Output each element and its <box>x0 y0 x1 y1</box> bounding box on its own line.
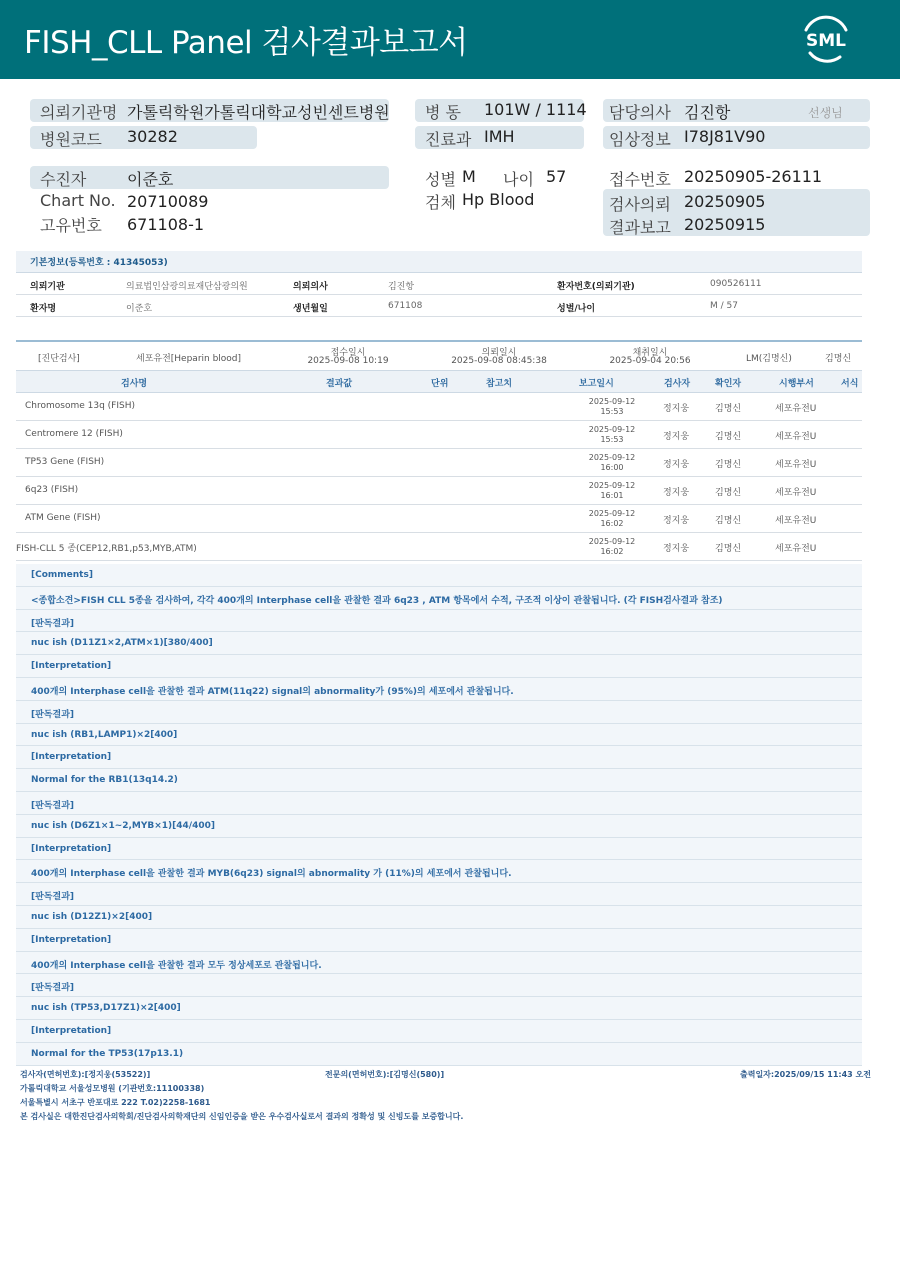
report-date: 2025-09-12 <box>588 425 636 434</box>
clinical-value: I78J81V90 <box>684 127 766 146</box>
basic-info-row <box>16 295 862 317</box>
request-value: 20250905 <box>684 192 766 211</box>
test-info-header <box>16 340 862 371</box>
comment-line: [Interpretation] <box>16 838 862 861</box>
report-time: 15:53 <box>600 407 624 416</box>
report-date: 2025-09-12 <box>588 453 636 462</box>
report-date: 2025-09-12 <box>588 397 636 406</box>
collected-label: 채취일시 <box>632 348 668 358</box>
col-reference: 참고치 <box>486 379 513 389</box>
sex-label: 성별 <box>425 170 456 189</box>
comment-line: nuc ish (D12Z1)×2[400] <box>16 906 862 929</box>
test-name: TP53 Gene (FISH) <box>25 457 105 467</box>
report-time: 16:00 <box>600 463 624 472</box>
collected-value: 2025-09-04 20:56 <box>609 356 691 366</box>
comment-line: [판독결과] <box>16 701 862 724</box>
comment-line: nuc ish (RB1,LAMP1)×2[400] <box>16 724 862 747</box>
sex-value: M <box>462 167 476 186</box>
unique-label: 고유번호 <box>40 216 102 235</box>
table-row <box>16 449 862 477</box>
comments-section <box>16 564 862 1066</box>
ward-label: 병 동 <box>425 103 461 122</box>
basic-info-title: 기본정보(등록번호 : 41345053) <box>16 251 862 273</box>
test-category: [진단검사] <box>38 354 80 364</box>
report-value: 20250915 <box>684 215 766 234</box>
footer-specialist: 전문의(면허번호):[김명신(580)] <box>325 1070 445 1079</box>
column-header-row <box>16 371 862 393</box>
specimen-label: 검체 <box>425 193 456 212</box>
col-confirmer: 확인자 <box>715 379 742 389</box>
doctor-suffix: 선생님 <box>808 106 843 120</box>
report-datetime <box>582 425 642 445</box>
chart-value: 20710089 <box>127 192 209 211</box>
basic-info-row <box>16 273 862 295</box>
comment-line: [Interpretation] <box>16 655 862 678</box>
chart-label: Chart No. <box>40 191 116 210</box>
tester: 정지웅 <box>663 544 690 554</box>
patno-label: 환자번호(의뢰기관) <box>557 282 635 292</box>
hospital-code-label: 병원코드 <box>40 130 102 149</box>
report-label: 결과보고 <box>609 218 671 237</box>
comment-line: [Comments] <box>16 564 862 587</box>
footer-printed: 출력일자:2025/09/15 11:43 오전 <box>740 1070 871 1079</box>
col-dept: 시행부서 <box>779 379 814 389</box>
report-datetime <box>582 481 642 501</box>
lm-name: LM(김명신) <box>746 354 792 364</box>
dept-label: 진료과 <box>425 130 472 149</box>
comment-line: nuc ish (D11Z1×2,ATM×1)[380/400] <box>16 632 862 655</box>
comment-line: [판독결과] <box>16 883 862 906</box>
name-value: 이준호 <box>126 304 153 314</box>
table-row <box>16 505 862 533</box>
footer-address: 서울특별시 서초구 반포대로 222 T.02)2258-1681 <box>20 1098 211 1107</box>
comment-line: [판독결과] <box>16 974 862 997</box>
logo-text: SML <box>806 31 846 51</box>
clinical-label: 임상정보 <box>609 130 671 149</box>
report-time: 15:53 <box>600 435 624 444</box>
doctor-value: 김진항 <box>684 103 731 122</box>
requesting-inst-label: 의뢰기관명 <box>40 103 118 122</box>
dob-value: 671108 <box>388 301 423 311</box>
department: 세포유전U <box>775 460 817 470</box>
test-name: 6q23 (FISH) <box>25 485 79 495</box>
specimen-value: Hp Blood <box>462 190 535 209</box>
footer-certification: 본 검사실은 대한진단검사의학회/진단검사의학재단의 신임인증을 받은 우수검사실로서 결과의 정확성 및 신빙도를 보증합니다. <box>20 1112 464 1121</box>
basic-info-table <box>16 251 862 317</box>
report-datetime <box>582 453 642 473</box>
test-name: Chromosome 13q (FISH) <box>25 401 135 411</box>
req-doctor-value: 김진항 <box>388 282 415 292</box>
patient-label: 수진자 <box>40 170 87 189</box>
test-name: ATM Gene (FISH) <box>25 513 101 523</box>
comment-line: Normal for the RB1(13q14.2) <box>16 769 862 792</box>
sml-logo <box>800 13 852 65</box>
department: 세포유전U <box>775 404 817 414</box>
signer-name: 김명신 <box>825 354 852 364</box>
confirmer: 김명신 <box>715 460 742 470</box>
comment-line: Normal for the TP53(17p13.1) <box>16 1043 862 1066</box>
department: 세포유전U <box>775 432 817 442</box>
comment-line: [판독결과] <box>16 610 862 633</box>
tester: 정지웅 <box>663 404 690 414</box>
comment-line: [판독결과] <box>16 792 862 815</box>
report-datetime <box>582 537 642 557</box>
comment-line: [Interpretation] <box>16 746 862 769</box>
unique-value: 671108-1 <box>127 215 205 234</box>
inst-label: 의뢰기관 <box>30 282 65 292</box>
col-result: 결과값 <box>326 379 353 389</box>
comment-line: 400개의 Interphase cell을 관찰한 결과 MYB(6q23) signal의 abnormality 가 (11%)의 세포에서 관찰됩니다. <box>16 860 862 883</box>
test-specimen: 세포유전[Heparin blood] <box>136 354 242 364</box>
test-table <box>16 340 862 561</box>
requested-value: 2025-09-08 08:45:38 <box>451 356 547 366</box>
sexage-label: 성별/나이 <box>557 304 596 314</box>
confirmer: 김명신 <box>715 404 742 414</box>
received-label: 접수일시 <box>330 348 366 358</box>
col-form: 서식 <box>841 379 859 389</box>
department: 세포유전U <box>775 544 817 554</box>
hospital-code-value: 30282 <box>127 127 178 146</box>
report-date: 2025-09-12 <box>588 481 636 490</box>
age-value: 57 <box>546 167 567 186</box>
col-unit: 단위 <box>431 379 449 389</box>
dob-label: 생년월일 <box>293 304 328 314</box>
confirmer: 김명신 <box>715 432 742 442</box>
confirmer: 김명신 <box>715 488 742 498</box>
patient-value: 이준호 <box>127 170 174 189</box>
comment-line: nuc ish (TP53,D17Z1)×2[400] <box>16 997 862 1020</box>
received-value: 2025-09-08 10:19 <box>307 356 389 366</box>
requested-label: 의뢰일시 <box>481 348 517 358</box>
report-time: 16:02 <box>600 519 624 528</box>
report-datetime <box>582 509 642 529</box>
confirmer: 김명신 <box>715 544 742 554</box>
col-test-name: 검사명 <box>121 379 148 389</box>
request-label: 검사의뢰 <box>609 195 671 214</box>
req-doctor-label: 의뢰의사 <box>293 282 328 292</box>
table-row <box>16 421 862 449</box>
comment-line: [Interpretation] <box>16 1020 862 1043</box>
comment-line: nuc ish (D6Z1×1~2,MYB×1)[44/400] <box>16 815 862 838</box>
footer-tester: 검사자(면허번호):[정지웅(53522)] <box>20 1070 151 1079</box>
tester: 정지웅 <box>663 488 690 498</box>
table-row <box>16 477 862 505</box>
table-row <box>16 533 862 561</box>
doctor-label: 담당의사 <box>609 103 671 122</box>
confirmer: 김명신 <box>715 516 742 526</box>
col-tester: 검사자 <box>664 379 691 389</box>
department: 세포유전U <box>775 488 817 498</box>
report-datetime <box>582 397 642 417</box>
col-report-date: 보고일시 <box>579 379 614 389</box>
report-header <box>0 0 900 79</box>
comment-line: 400개의 Interphase cell을 관찰한 결과 모두 정상세포로 관찰됩니다. <box>16 952 862 975</box>
receipt-value: 20250905-26111 <box>684 167 823 186</box>
report-time: 16:01 <box>600 491 624 500</box>
name-label: 환자명 <box>30 304 57 314</box>
comment-line: 400개의 Interphase cell을 관찰한 결과 ATM(11q22) signal의 abnormality가 (95%)의 세포에서 관찰됩니다. <box>16 678 862 701</box>
age-label: 나이 <box>503 170 534 189</box>
tester: 정지웅 <box>663 460 690 470</box>
comment-line: <종합소견>FISH CLL 5종을 검사하여, 각각 400개의 Interphase cell을 관찰한 결과 6q23 , ATM 항목에서 수적, 구조적 이상이 관찰됩니다. (각 FISH검사결과 참조) <box>16 587 862 610</box>
tester: 정지웅 <box>663 432 690 442</box>
inst-value: 의료법인삼광의료재단삼광의원 <box>126 282 248 292</box>
report-date: 2025-09-12 <box>588 509 636 518</box>
test-name: Centromere 12 (FISH) <box>25 429 123 439</box>
receipt-label: 접수번호 <box>609 170 671 189</box>
report-date: 2025-09-12 <box>588 537 636 546</box>
tester: 정지웅 <box>663 516 690 526</box>
test-name: FISH-CLL 5 종(CEP12,RB1,p53,MYB,ATM) <box>16 544 197 554</box>
footer-hospital: 가톨릭대학교 서울성모병원 (기관번호:11100338) <box>20 1084 205 1093</box>
report-title: FISH_CLL Panel 검사결과보고서 <box>24 25 468 61</box>
requesting-inst-value: 가톨릭학원가톨릭대학교성빈센트병원 <box>127 103 390 122</box>
sexage-value: M / 57 <box>710 301 738 311</box>
dept-value: IMH <box>484 127 515 146</box>
comment-line: [Interpretation] <box>16 929 862 952</box>
table-row <box>16 393 862 421</box>
department: 세포유전U <box>775 516 817 526</box>
patno-value: 090526111 <box>710 279 762 289</box>
report-time: 16:02 <box>600 547 624 556</box>
test-rows <box>16 393 862 561</box>
ward-value: 101W / 1114 <box>484 100 587 119</box>
